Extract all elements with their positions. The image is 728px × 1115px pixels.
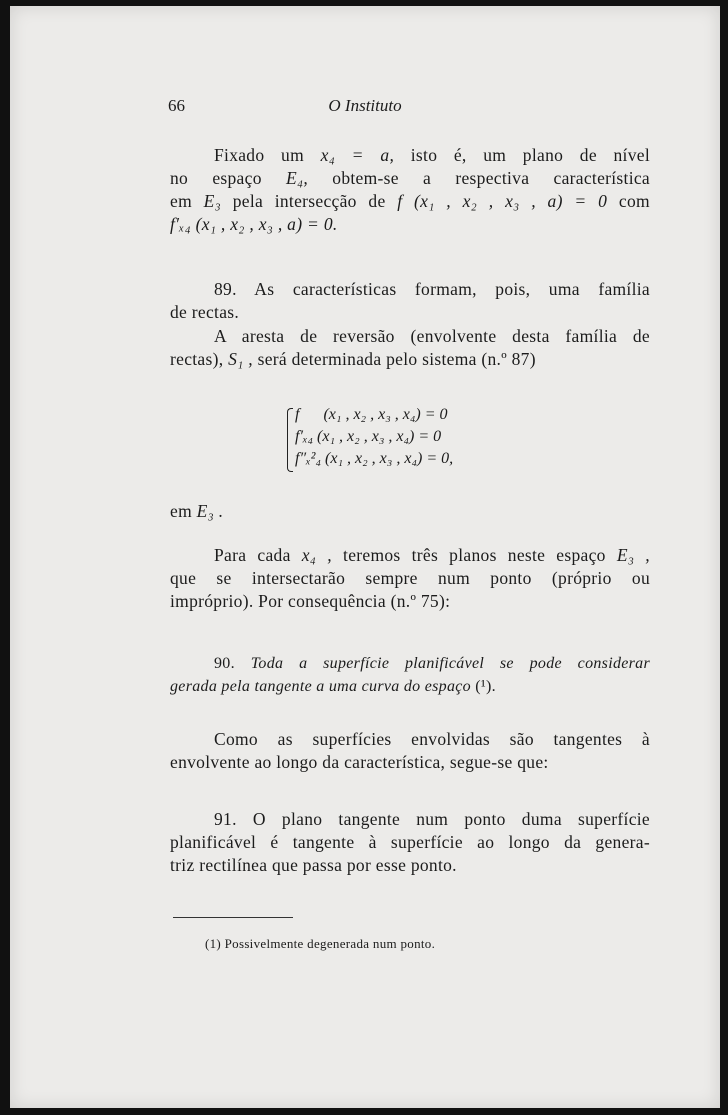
text: em [170,501,192,521]
book-page [10,6,720,1108]
page-number: 66 [168,96,185,115]
math: E₃ [203,191,222,211]
line: impróprio). Por consequência (n.º 75): [170,591,451,611]
equation-3: f″ₓ²₄ (x₁ , x₂ , x₃ , x₄) = 0, [295,450,454,467]
line [170,652,650,675]
line: 91. O plano tangente num ponto duma superfície [214,809,650,829]
line: de rectas. [170,302,240,322]
line [170,500,650,523]
brace [287,408,293,472]
line: envolvente ao longo da característica, segue-se que: [170,752,549,772]
text: obtem-se a respectiva característica [332,168,650,188]
paragraph-em-e3 [170,500,650,523]
math: S₁ , [228,349,253,369]
line [170,348,650,371]
line [170,544,650,567]
footnote-ref: (¹). [475,678,496,695]
math: x₄ = a, [320,145,395,165]
equation-2: f′ₓ₄ (x₁ , x₂ , x₃ , x₄) = 0 [295,428,442,445]
text: teremos três planos neste espaço [343,545,606,565]
line: triz rectilínea que passa por esse ponto. [170,855,457,875]
footnote-text: Possivelmente degenerada num ponto. [224,936,436,951]
paragraph-como [170,728,650,774]
paragraph-fixado [170,144,650,236]
footnote-mark: (1) [205,936,222,951]
text: isto é, um plano de nível [410,145,650,165]
text: Para cada [214,545,291,565]
line [170,167,650,190]
equation-system [295,404,453,470]
theorem-90 [170,652,650,698]
line: planificável é tangente à superfície ao longo da genera- [170,832,650,852]
line [170,190,650,213]
paragraph-89 [170,278,650,324]
running-title: O Instituto [328,96,402,115]
math: f (x₁ , x₂ , x₃ , a) = 0 [397,191,608,211]
text: com [618,191,650,211]
text: gerada pela tangente a uma curva do espaço [170,678,471,695]
paragraph-para-cada [170,544,650,613]
text: Fixado um [214,145,304,165]
line: 89. As características formam, pois, uma família [214,279,650,299]
text: no espaço [170,168,262,188]
text: em [170,191,192,211]
paragraph-91 [170,808,650,877]
line: que se intersectarão sempre num ponto (próprio ou [170,568,650,588]
math: E₄, [285,168,309,188]
text: rectas), [170,349,224,369]
text: Toda a superfície planificável se pode considerar [250,655,650,672]
line: A aresta de reversão (envolvente desta família de [214,326,650,346]
math: E₃ . [196,501,224,521]
footnote [205,936,435,952]
line [170,675,650,698]
footnote-rule [173,917,293,918]
text: pela intersecção de [232,191,386,211]
line: f′ₓ₄ (x₁ , x₂ , x₃ , a) = 0. [170,214,338,234]
theorem-number: 90. [214,655,235,672]
math: x₄ , [301,545,332,565]
text: será determinada pelo sistema (n.º 87) [257,349,536,369]
paragraph-aresta [170,325,650,371]
line [170,144,650,167]
line: Como as superfícies envolvidas são tangentes à [214,729,650,749]
equation-1: f (x₁ , x₂ , x₃ , x₄) = 0 [295,406,448,423]
math: E₃ , [616,545,650,565]
